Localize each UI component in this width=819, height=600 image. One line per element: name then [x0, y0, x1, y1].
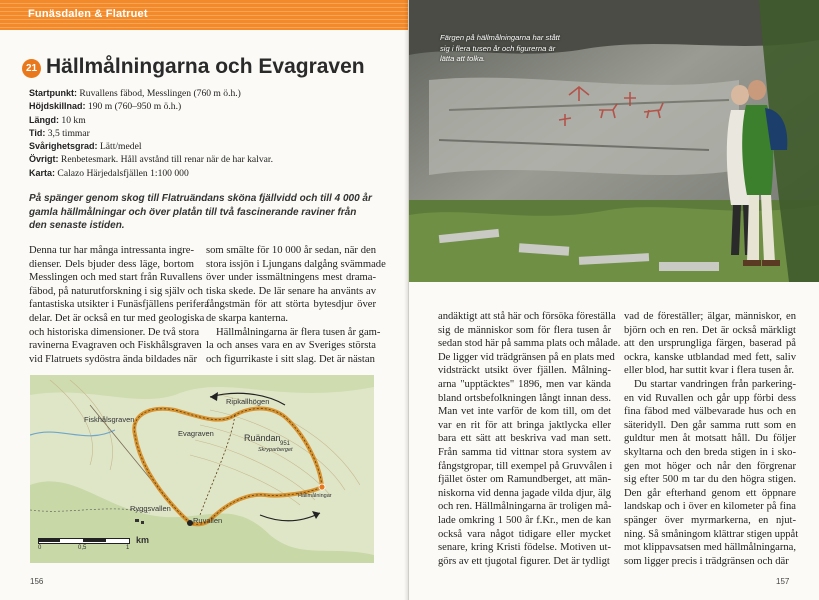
fact-row	[29, 140, 389, 153]
route-title: Hällmålningarna och Evagraven	[46, 55, 365, 78]
left-column-1	[29, 244, 210, 366]
right-column-1	[438, 310, 621, 568]
fact-row	[29, 167, 389, 180]
text-line: Från samma tid vittnar stora system av	[438, 446, 611, 458]
scale-label: 1	[126, 545, 130, 551]
text-line: eller blod, har suttit kvar i flera tusen år.	[624, 365, 795, 377]
text-line: lade omkring 1 500 år f.Kr., men de kan	[438, 514, 611, 526]
scale-label: 0	[38, 545, 42, 551]
text-line: gen mot höger och når den förgrenar	[624, 460, 796, 472]
text-line: sig de människor som för flera tusen år	[438, 324, 611, 336]
photo-caption: Färgen på hällmålningarna har stått sig i flera tusen år och figurerna är lätta att tolka.	[440, 33, 560, 63]
fact-row	[29, 127, 389, 140]
map-label: Ryggsvallen	[130, 504, 171, 513]
fact-row	[29, 100, 389, 113]
fact-value: 190 m (760–950 m ö.h.)	[87, 101, 182, 113]
fact-label: Svårighetsgrad:	[29, 141, 98, 152]
text-line: mot klippavsatsen med hällmålningarna,	[624, 542, 796, 554]
text-line: landskap och i över en kilometer på fina	[624, 501, 796, 513]
text-line: ning. Så småningom klättrar stigen uppåt	[624, 528, 799, 540]
text-line: la och anses vara en av Sveriges största	[206, 340, 376, 352]
text-line: fjället öster om Ramundberget, att män-	[438, 474, 611, 486]
fact-label: Startpunkt:	[29, 88, 77, 98]
left-page	[0, 0, 408, 600]
text-line: bara ett sätt att beskriva vad man sett.	[438, 433, 611, 445]
scale-unit: km	[136, 535, 150, 545]
page-number-left: 156	[30, 577, 44, 586]
text-line: Denna tur har många intressanta ingre-	[29, 245, 195, 256]
fact-label: Höjdskillnad:	[29, 101, 86, 112]
text-line: fångstgropar, till exempel på Gruvvålen i	[438, 460, 613, 472]
fact-value: Lätt/medel	[99, 141, 142, 153]
fact-value: Ruvallens fäbod, Messlingen (760 m ö.h.)	[79, 88, 241, 99]
text-line: andäktigt att stå här och försöka föreställa	[438, 311, 616, 322]
text-line: och historiska dimensioner. De två stora	[29, 326, 200, 338]
text-line: som smälte för 10 000 år sedan, när den	[206, 245, 376, 256]
map-label: Evagraven	[178, 429, 214, 438]
fact-value: Renbetesmark. Håll avstånd till renar när de har kalvar.	[60, 154, 273, 166]
text-line: Messlingen och med start från Ruvallens	[29, 272, 203, 284]
text-line: och figurrikaste i sitt slag. Det är nästan	[206, 353, 375, 365]
text-line: delar. Det är också en tur med geologiska	[29, 312, 205, 324]
text-line: De ligger vid trädgränsen på en plats med	[438, 351, 615, 363]
text-line: vidsträckt utsikt över fjällen. Målning-	[438, 365, 611, 377]
right-column-2	[624, 310, 799, 568]
text-line: ockra, kanske utblandad med fett, saliv	[624, 351, 796, 363]
scale-label: 0,5	[78, 545, 87, 551]
fact-label: Längd:	[29, 114, 59, 125]
map-label: Skryparberget	[258, 447, 293, 453]
fact-value: 10 km	[61, 114, 86, 126]
text-line: görs av ett tjugotal figurer. Det är tydligt	[438, 555, 610, 567]
fact-row	[29, 153, 389, 166]
fact-label: Karta:	[29, 167, 56, 178]
text-line: björn och en ren. Det är också märkligt	[624, 324, 796, 336]
map-label: Hällmålningar	[298, 493, 332, 499]
route-map	[30, 375, 374, 563]
map-label: Ruändan	[244, 433, 281, 443]
text-line: dienser. Dels bjuder dess läge, bortom	[29, 258, 194, 270]
text-line: över under issmältningens mest drama-	[206, 272, 376, 284]
route-number-badge: 21	[22, 59, 41, 78]
text-line: bland ortsbefolkningen långt innan dess.	[438, 392, 611, 404]
text-line: sedan stod här på samma plats och målade.	[438, 338, 621, 350]
fact-value: 3,5 timmar	[47, 127, 90, 139]
text-line: fantastiska utsikter i Funäsfjällens perifera	[29, 299, 210, 311]
text-line: spänger över myrmarkerna, en njut-	[624, 514, 796, 526]
text-line: skyltarna och den breda stigen in i sko-	[624, 446, 796, 458]
left-column-2	[206, 244, 386, 366]
text-line: och ren. Hällmålningarna är troligen må-	[438, 501, 612, 513]
text-line: fina fäbod med välbevarade hus och en	[624, 406, 796, 418]
text-line: också vara något tidigare eller mycket	[438, 528, 611, 540]
fact-value: Calazo Härjedalsfjällen 1:100 000	[57, 167, 189, 179]
fact-row	[29, 87, 389, 100]
text-line: guldtur men åt motsatt håll. Du följer	[624, 433, 796, 445]
text-line: Man vet inte varför de kom till, om det	[438, 406, 611, 418]
map-label: Fiskhålsgraven	[84, 415, 135, 424]
text-line: stora issjön i Ljungans dalgång svämmade	[206, 258, 386, 270]
section-title: Funäsdalen & Flatruet	[28, 8, 148, 20]
text-line: Hällmålningarna är flera tusen år gam-	[216, 326, 381, 338]
page-number-right: 157	[776, 577, 790, 586]
fact-label: Övrigt:	[29, 154, 59, 165]
route-facts	[29, 87, 389, 180]
section-header-bar	[0, 0, 408, 30]
text-line: säteridyll. Den går samma rutt som en	[624, 419, 796, 431]
text-line: senare, kring Kristi födelse. Motiven ut-	[438, 542, 611, 554]
text-line: Den går efterhand genom ett öppnare	[624, 487, 796, 499]
fact-row	[29, 114, 389, 127]
text-line: var en rit för att bringa jaktlycka eller	[438, 419, 611, 431]
text-line: som ligger precis i trädgränsen och där	[624, 555, 789, 567]
text-line: Du startar vandringen från parkering-	[634, 378, 796, 390]
text-line: en vid Ruvallen och går upp förbi dess	[624, 392, 796, 404]
text-line: fångstmän för att störta bytesdjur över	[206, 299, 376, 311]
text-line: arna "upptäcktes" 1896, men var kända	[438, 378, 611, 390]
text-line: tiska skede. De lär senare ha använts av	[206, 285, 376, 297]
text-line: niskorna vid denna jagade vilda djur, älg	[438, 487, 611, 499]
route-intro: På spänger genom skog till Flatruändans sköna fjällvidd och till 4 000 år gamla hällmålningar och över platån till två fascinerande raviner från den senaste istiden.	[29, 193, 372, 231]
text-line: fäbod, på naturutforskning i sig själv och	[29, 285, 203, 297]
fact-label: Tid:	[29, 127, 46, 138]
text-line: att den ursprungliga färgen, baserad på	[624, 338, 796, 350]
text-line: ravinerna Evagraven och Fiskhålsgraven	[29, 340, 202, 352]
text-line: de skarpa kanterna.	[206, 312, 289, 324]
text-line: vid Flatruets sydöstra ända bildades när	[29, 353, 197, 365]
map-label: 951	[280, 441, 291, 447]
map-graphic	[30, 375, 374, 563]
text-line: vad de föreställer; älgar, människor, en	[624, 311, 796, 322]
map-label: Ripkallhögen	[226, 397, 270, 406]
map-label: Ruvallen	[193, 516, 223, 525]
text-line: sig efter 500 m tar du den högra stigen.	[624, 474, 796, 486]
